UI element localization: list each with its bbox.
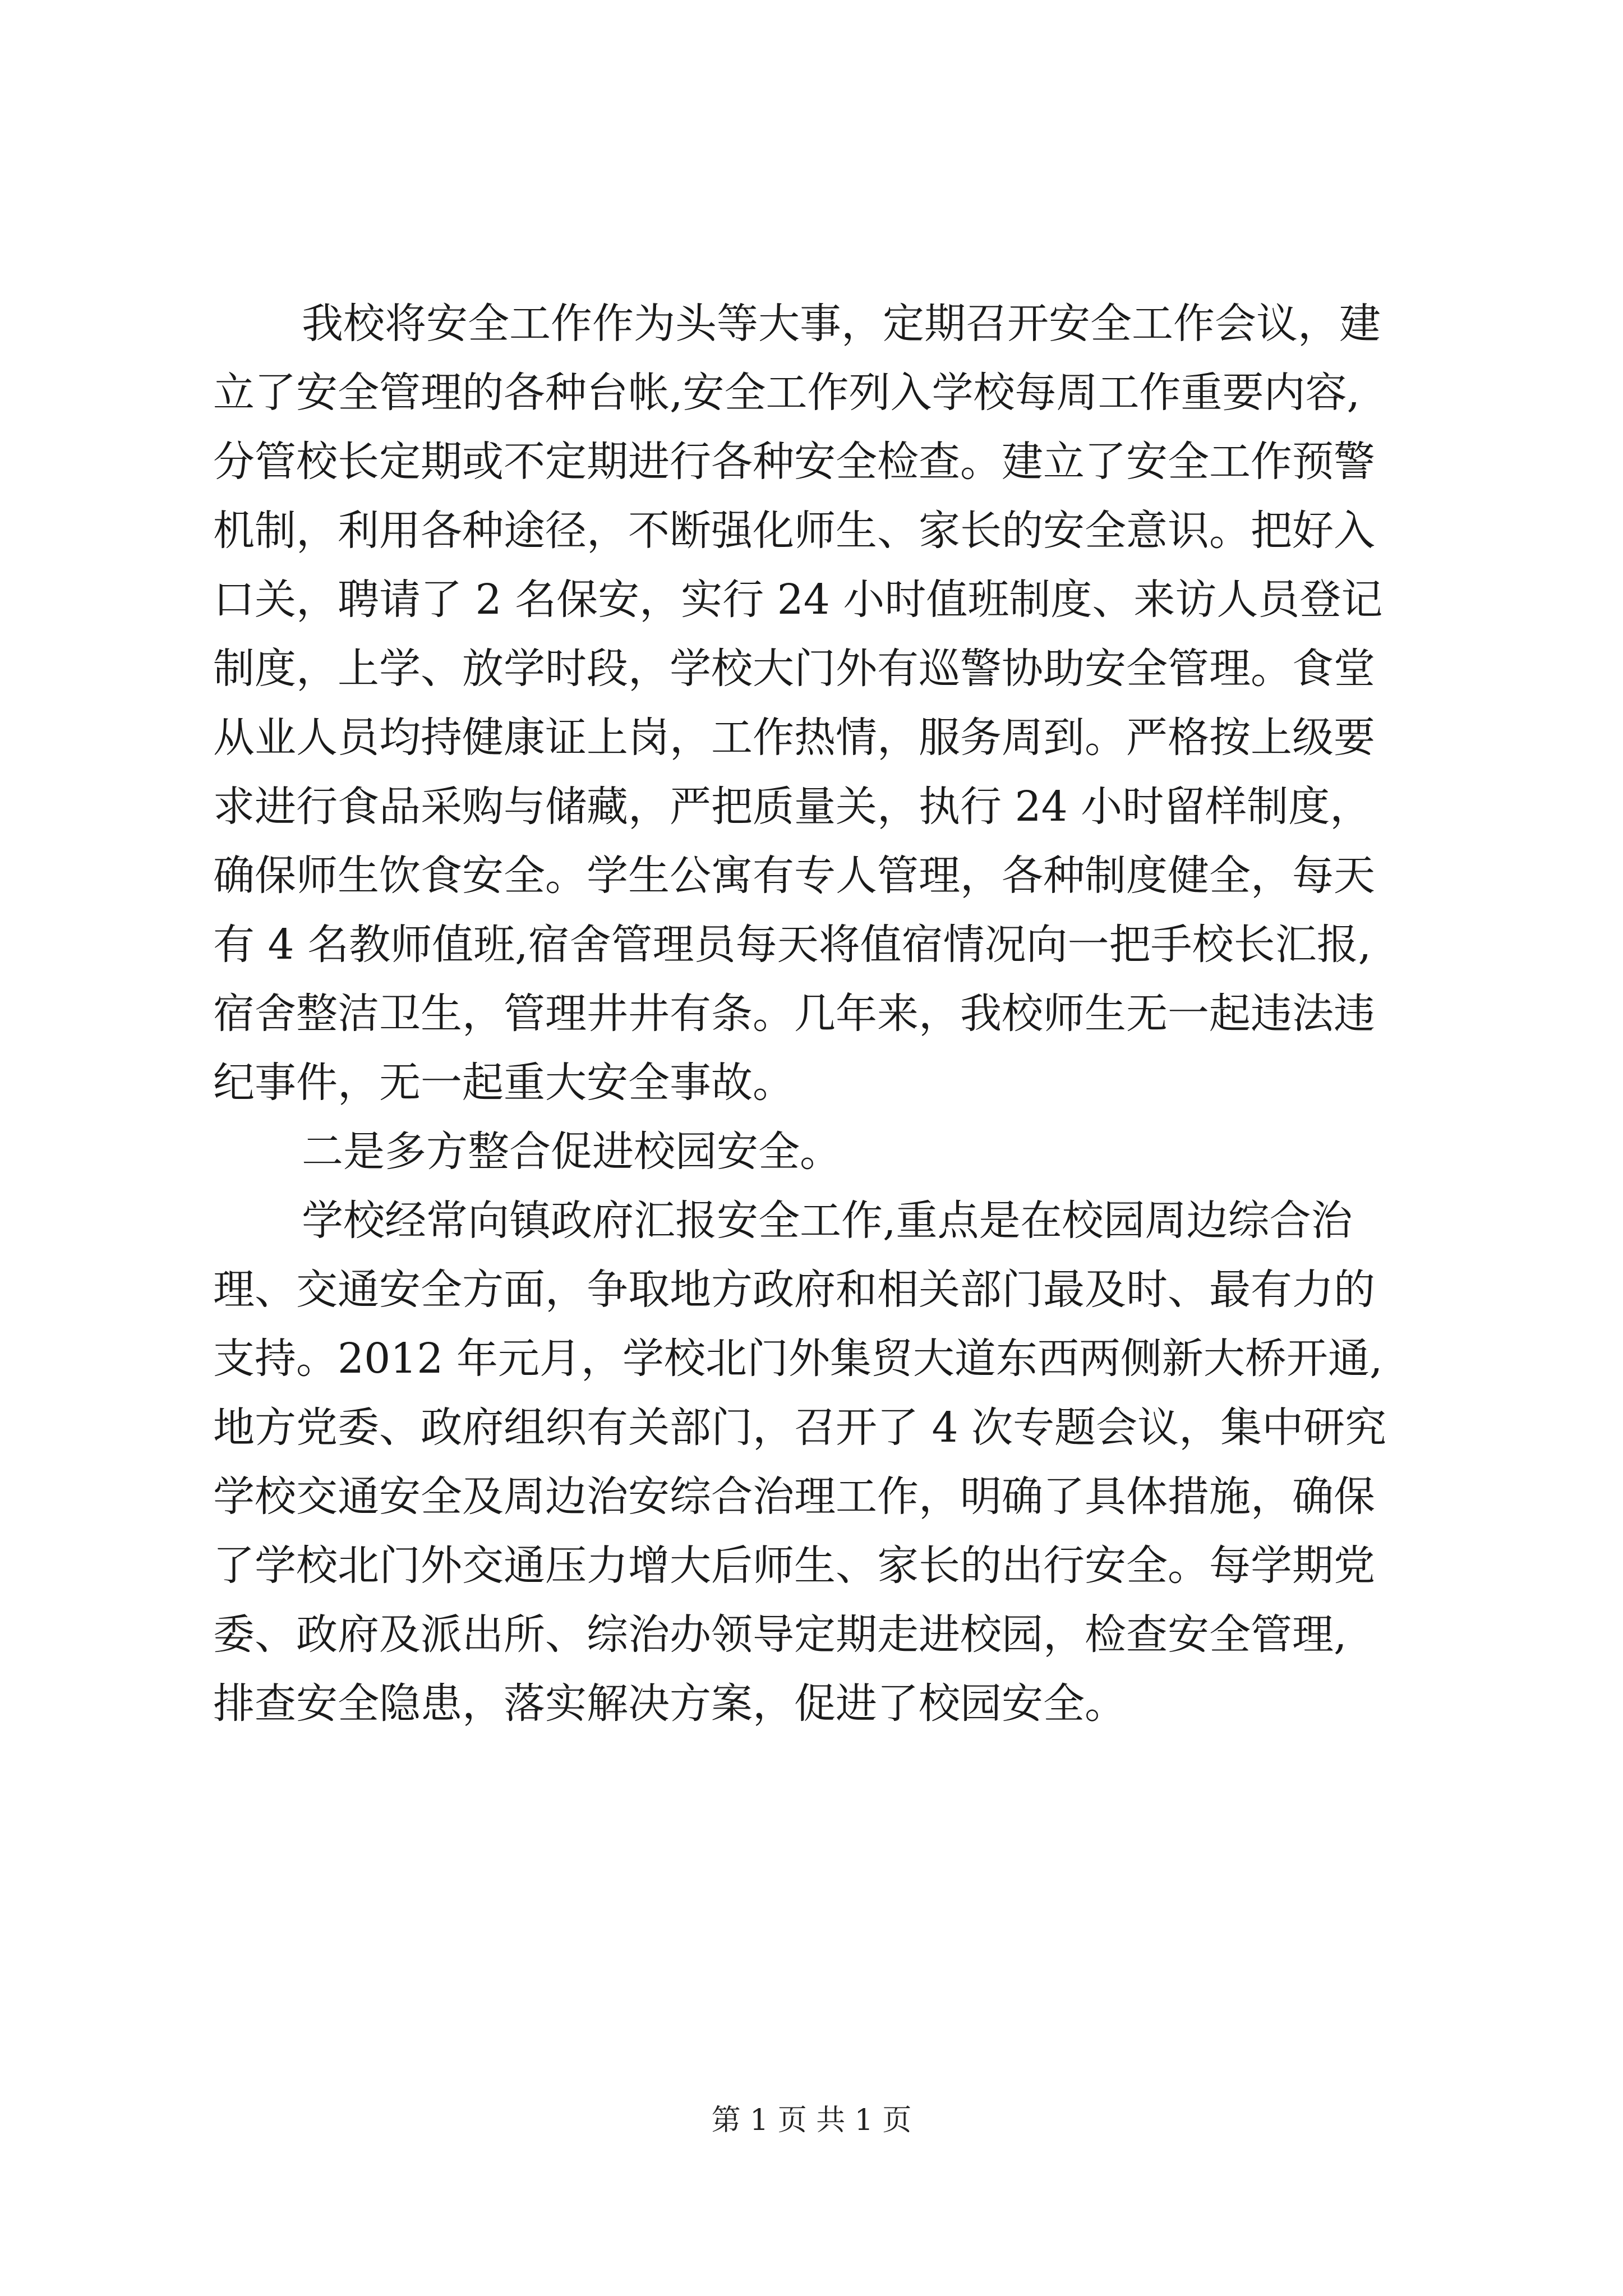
text-line: 口关，聘请了 2 名保安，实行 24 小时值班制度、来访人员登记 [213, 576, 1383, 624]
text-line: 制度，上学、放学时段，学校大门外有巡警协助安全管理。食堂 [213, 645, 1375, 693]
text-line: 地方党委、政府组织有关部门，召开了 4 次专题会议，集中研究 [213, 1404, 1387, 1452]
text-line: 有 4 名教师值班,宿舍管理员每天将值宿情况向一把手校长汇报, [213, 921, 1372, 969]
text-line: 从业人员均持健康证上岗，工作热情，服务周到。严格按上级要 [213, 714, 1375, 762]
page-footer [0, 2104, 1623, 2137]
text-line: 纪事件，无一起重大安全事故。 [213, 1059, 794, 1107]
text-line: 排查安全隐患，落实解决方案，促进了校园安全。 [213, 1680, 1126, 1728]
text-line: 机制，利用各种途径，不断强化师生、家长的安全意识。把好入 [213, 507, 1375, 555]
text-line: 确保师生饮食安全。学生公寓有专人管理，各种制度健全，每天 [213, 852, 1375, 900]
text-line: 宿舍整洁卫生，管理井井有条。几年来，我校师生无一起违法违 [213, 990, 1375, 1038]
text-line: 求进行食品采购与储藏，严把质量关，执行 24 小时留样制度， [213, 783, 1372, 831]
text-line: 委、政府及派出所、综治办领导定期走进校园，检查安全管理, [213, 1611, 1347, 1659]
text-line: 学校交通安全及周边治安综合治理工作，明确了具体措施，确保 [213, 1473, 1375, 1521]
text-line: 学校经常向镇政府汇报安全工作,重点是在校园周边综合治 [302, 1197, 1353, 1245]
document-body [213, 289, 1424, 1738]
text-line: 分管校长定期或不定期进行各种安全检查。建立了安全工作预警 [213, 438, 1375, 486]
paragraph-2 [213, 1186, 1424, 1738]
page-number: 第 1 页 共 1 页 [711, 2104, 912, 2137]
text-line: 我校将安全工作作为头等大事，定期召开安全工作会议，建 [302, 300, 1381, 348]
text-line: 支持。2012 年元月，学校北门外集贸大道东西两侧新大桥开通, [213, 1335, 1383, 1383]
text-line: 了学校北门外交通压力增大后师生、家长的出行安全。每学期党 [213, 1542, 1375, 1590]
paragraph-1 [213, 289, 1424, 1117]
text-line: 立了安全管理的各种台帐,安全工作列入学校每周工作重要内容, [213, 369, 1361, 417]
section-heading-text: 二是多方整合促进校园安全。 [302, 1128, 841, 1176]
text-line: 理、交通安全方面，争取地方政府和相关部门最及时、最有力的 [213, 1266, 1375, 1314]
section-heading [213, 1117, 1424, 1186]
